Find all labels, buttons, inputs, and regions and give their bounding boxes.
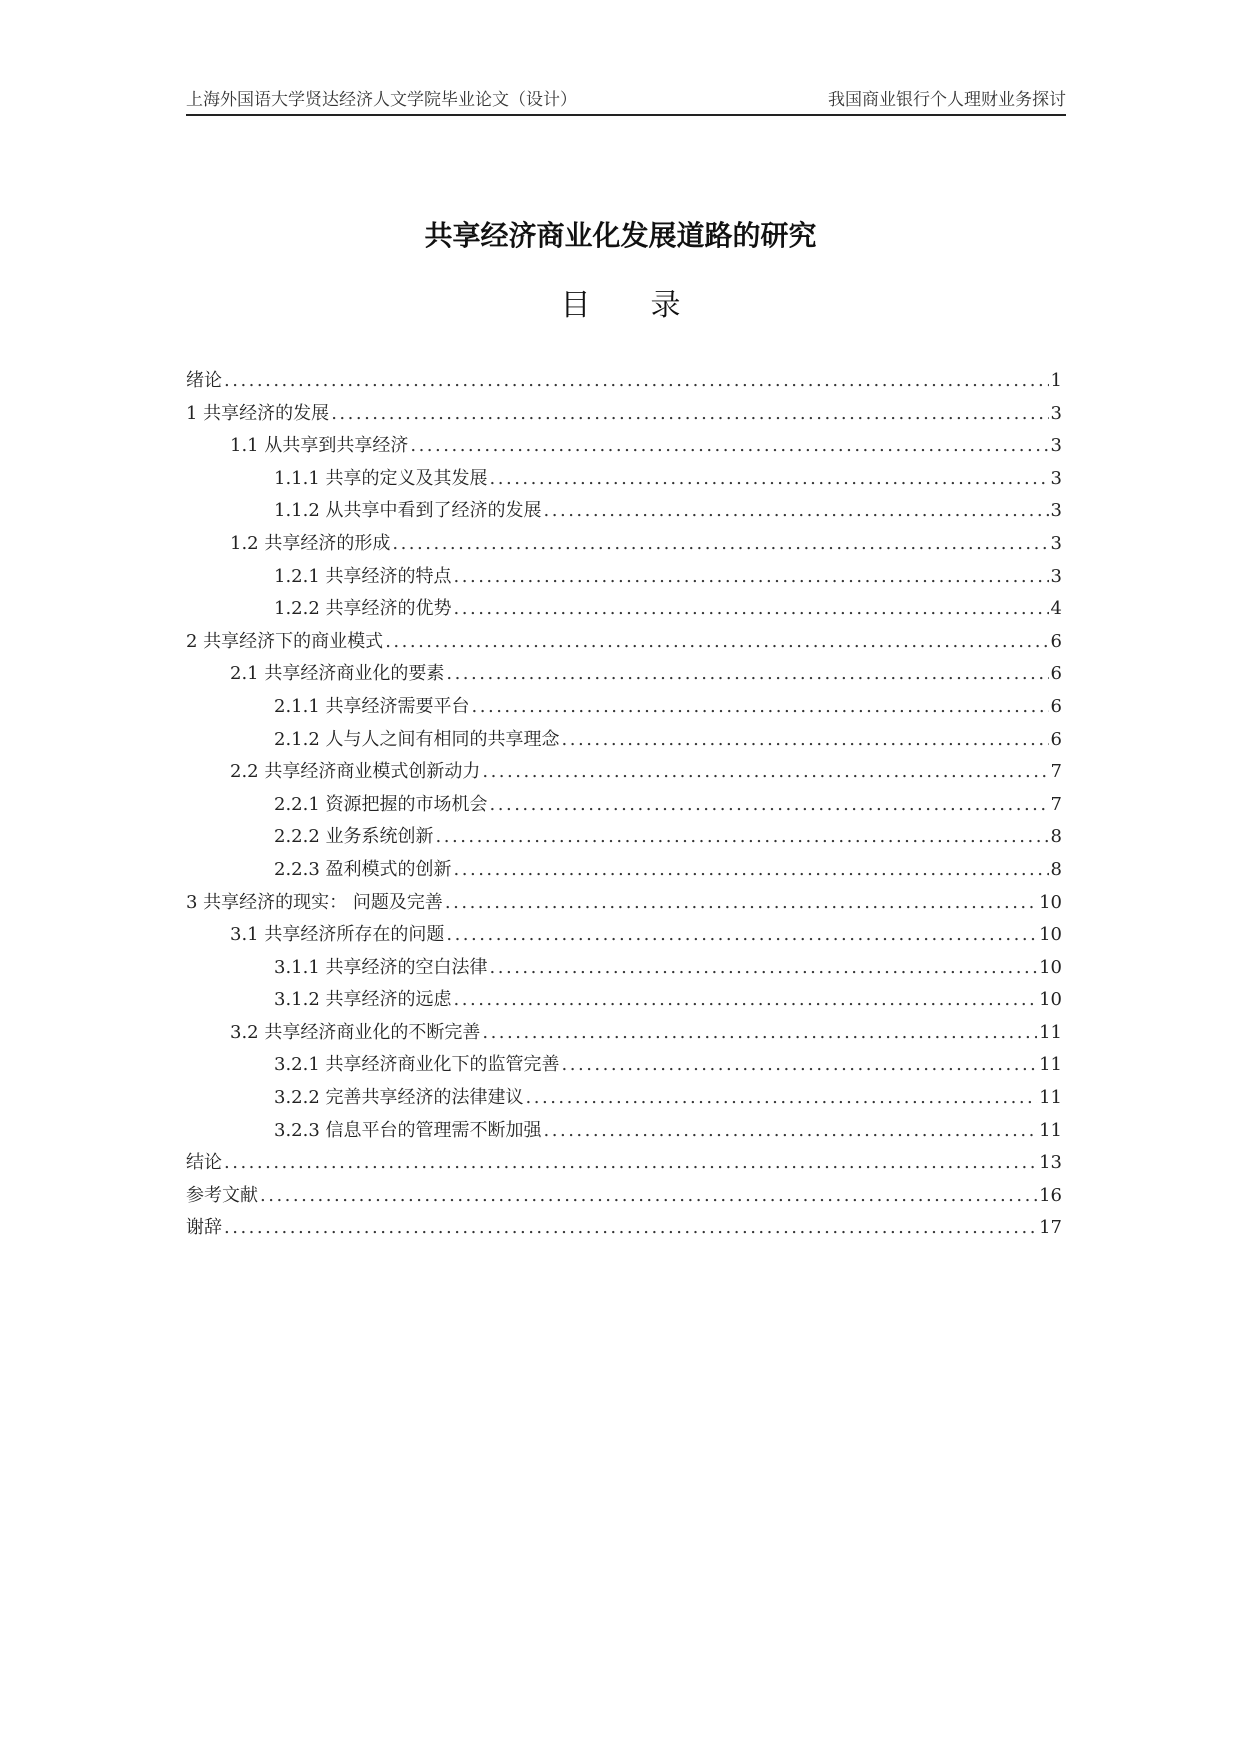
toc-entry[interactable] <box>186 888 1062 921</box>
toc-entry-text: 2.2 共享经济商业模式创新动力 <box>230 761 481 783</box>
toc-entry[interactable] <box>186 1050 1062 1083</box>
toc-leader-dots <box>224 370 1049 391</box>
toc-entry-text: 谢辞 <box>186 1217 222 1239</box>
toc-entry[interactable] <box>186 1116 1062 1149</box>
toc-entry-text: 2.1.1 共享经济需要平台 <box>274 695 470 717</box>
toc-entry[interactable] <box>186 399 1062 432</box>
toc-entry[interactable] <box>186 659 1062 692</box>
toc-page-number: 11 <box>1039 1054 1062 1076</box>
toc-page-number: 10 <box>1039 989 1062 1011</box>
toc-entry[interactable] <box>186 1181 1062 1214</box>
toc-entry-text: 3.2.3 信息平台的管理需不断加强 <box>274 1119 542 1141</box>
toc-entry-text: 1.2 共享经济的形成 <box>230 532 391 554</box>
toc-entry[interactable] <box>186 366 1062 399</box>
toc-page-number: 7 <box>1050 761 1062 783</box>
toc-entry[interactable] <box>186 627 1062 660</box>
toc-entry-text: 2 共享经济下的商业模式 <box>186 630 384 652</box>
toc-page-number: 11 <box>1039 1119 1062 1141</box>
toc-page-number: 1 <box>1050 370 1062 391</box>
toc-entry[interactable] <box>186 1148 1062 1181</box>
toc-entry-text: 3.2 共享经济商业化的不断完善 <box>230 1021 481 1043</box>
toc-entry-text: 3 共享经济的现实： 问题及完善 <box>186 891 443 913</box>
toc-heading: 目录 <box>560 288 741 323</box>
header-left-text: 上海外国语大学贤达经济人文学院毕业论文（设计） <box>186 90 577 110</box>
toc-leader-dots <box>410 435 1048 456</box>
toc-entry-text: 2.2.2 业务系统创新 <box>274 826 434 848</box>
toc-page-number: 13 <box>1039 1152 1062 1174</box>
toc-leader-dots <box>224 1217 1037 1238</box>
toc-leader-dots <box>454 566 1049 587</box>
toc-leader-dots <box>224 1152 1037 1173</box>
toc-leader-dots <box>490 794 1049 815</box>
toc-page-number: 10 <box>1039 891 1062 913</box>
running-header <box>186 86 1066 116</box>
toc-entry-text: 1.1.2 从共享中看到了经济的发展 <box>274 500 542 522</box>
toc-entry[interactable] <box>186 692 1062 725</box>
toc-entry[interactable] <box>186 855 1062 888</box>
toc-page-number: 16 <box>1039 1184 1062 1206</box>
toc-entry[interactable] <box>186 464 1062 497</box>
toc-entry-text: 3.2.2 完善共享经济的法律建议 <box>274 1087 524 1109</box>
toc-page-number: 8 <box>1050 858 1062 880</box>
toc-page-number: 10 <box>1039 924 1062 946</box>
toc-entry-text: 2.2.1 资源把握的市场机会 <box>274 793 488 815</box>
toc-leader-dots <box>385 631 1048 652</box>
toc-leader-dots <box>482 761 1048 782</box>
toc-leader-dots <box>331 403 1048 424</box>
toc-entry-text: 1.2.1 共享经济的特点 <box>274 565 452 587</box>
toc-entry-text: 2.2.3 盈利模式的创新 <box>274 858 452 880</box>
toc-entry[interactable] <box>186 822 1062 855</box>
toc-leader-dots <box>482 1022 1037 1043</box>
toc-entry[interactable] <box>186 920 1062 953</box>
toc-leader-dots <box>562 729 1049 750</box>
toc-entry[interactable] <box>186 725 1062 758</box>
toc-page-number: 3 <box>1050 532 1062 554</box>
toc-entry-text: 3.2.1 共享经济商业化下的监管完善 <box>274 1054 560 1076</box>
toc-page-number: 17 <box>1039 1217 1062 1239</box>
toc-page-number: 11 <box>1039 1021 1062 1043</box>
toc-entry-text: 2.1 共享经济商业化的要素 <box>230 663 445 685</box>
toc-leader-dots <box>544 500 1049 521</box>
toc-page-number: 4 <box>1050 598 1062 620</box>
toc-entry-text: 2.1.2 人与人之间有相同的共享理念 <box>274 728 560 750</box>
toc-entry[interactable] <box>186 594 1062 627</box>
toc-entry-text: 3.1.1 共享经济的空白法律 <box>274 956 488 978</box>
toc-leader-dots <box>490 468 1049 489</box>
toc-entry-text: 3.1.2 共享经济的远虑 <box>274 989 452 1011</box>
toc-leader-dots <box>472 696 1049 717</box>
toc-entry[interactable] <box>186 562 1062 595</box>
toc-page-number: 6 <box>1050 695 1062 717</box>
toc-entry[interactable] <box>186 985 1062 1018</box>
toc-leader-dots <box>392 533 1048 554</box>
document-title: 共享经济商业化发展道路的研究 <box>424 219 817 252</box>
toc-entry[interactable] <box>186 431 1062 464</box>
toc-entry-text: 结论 <box>186 1152 222 1174</box>
toc-entry-text: 1.1.1 共享的定义及其发展 <box>274 467 488 489</box>
toc-page-number: 11 <box>1039 1087 1062 1109</box>
toc-entry-text: 1 共享经济的发展 <box>186 402 330 424</box>
toc-page-number: 6 <box>1050 663 1062 685</box>
toc-entry[interactable] <box>186 790 1062 823</box>
toc-page-number: 10 <box>1039 956 1062 978</box>
toc-page-number: 3 <box>1050 467 1062 489</box>
toc-leader-dots <box>260 1185 1037 1206</box>
toc-entry[interactable] <box>186 529 1062 562</box>
toc-entry-text: 1.1 从共享到共享经济 <box>230 435 409 457</box>
toc-leader-dots <box>562 1054 1038 1075</box>
toc-page-number: 3 <box>1050 435 1062 457</box>
toc-page-number: 3 <box>1050 565 1062 587</box>
toc-page-number: 6 <box>1050 630 1062 652</box>
toc-leader-dots <box>454 859 1049 880</box>
toc-leader-dots <box>446 663 1048 684</box>
toc-page-number: 8 <box>1050 826 1062 848</box>
toc-page-number: 7 <box>1050 793 1062 815</box>
toc-leader-dots <box>446 924 1037 945</box>
toc-entry[interactable] <box>186 1213 1062 1246</box>
toc-page-number: 3 <box>1050 402 1062 424</box>
toc-leader-dots <box>526 1087 1038 1108</box>
toc-leader-dots <box>454 598 1049 619</box>
table-of-contents <box>186 366 1062 1246</box>
toc-entry-text: 绪论 <box>186 370 222 391</box>
toc-page-number: 3 <box>1050 500 1062 522</box>
toc-page-number: 6 <box>1050 728 1062 750</box>
toc-leader-dots <box>454 989 1038 1010</box>
toc-entry[interactable] <box>186 496 1062 529</box>
toc-entry[interactable] <box>186 1083 1062 1116</box>
toc-entry[interactable] <box>186 953 1062 986</box>
toc-entry[interactable] <box>186 1018 1062 1051</box>
toc-leader-dots <box>445 892 1037 913</box>
toc-entry-text: 1.2.2 共享经济的优势 <box>274 598 452 620</box>
header-right-text: 我国商业银行个人理财业务探讨 <box>828 90 1066 110</box>
toc-leader-dots <box>490 957 1038 978</box>
toc-entry-text: 3.1 共享经济所存在的问题 <box>230 924 445 946</box>
toc-entry[interactable] <box>186 757 1062 790</box>
toc-entry-text: 参考文献 <box>186 1184 258 1206</box>
toc-leader-dots <box>436 826 1049 847</box>
toc-leader-dots <box>544 1120 1038 1141</box>
